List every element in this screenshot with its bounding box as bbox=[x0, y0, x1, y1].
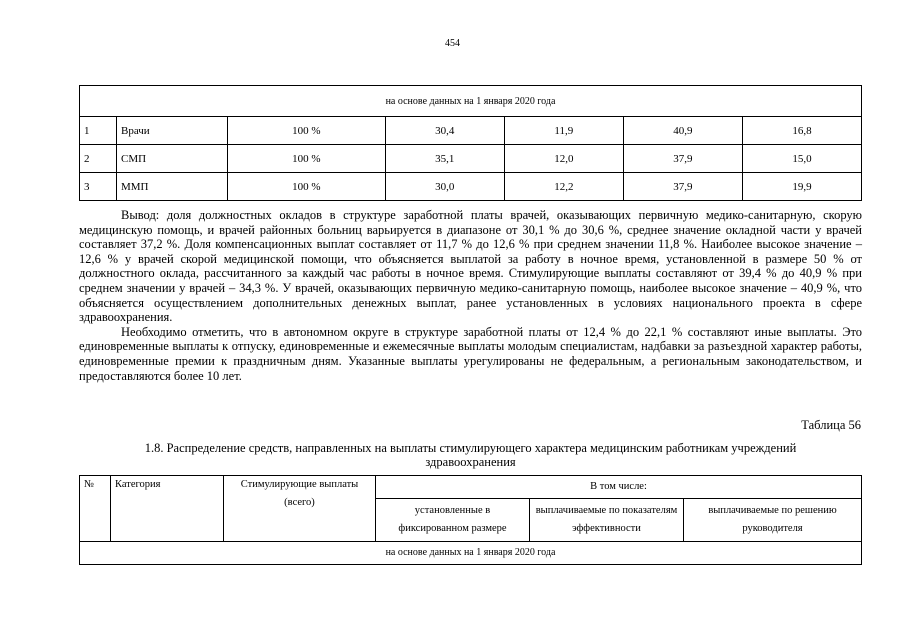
header-category: Категория bbox=[111, 476, 224, 542]
row-category: СМП bbox=[117, 145, 228, 173]
header-total: Стимулирующие выплаты (всего) bbox=[224, 476, 376, 542]
cell-incentive: 37,9 bbox=[623, 145, 742, 173]
cell-other: 15,0 bbox=[742, 145, 861, 173]
table-header-row bbox=[80, 86, 862, 117]
header-performance: выплачиваемые по показателям эффективности bbox=[530, 499, 684, 542]
page-number: 454 bbox=[445, 38, 460, 49]
body-text bbox=[79, 208, 862, 383]
cell-incentive: 37,9 bbox=[623, 173, 742, 201]
paragraph-conclusion: Вывод: доля должностных окладов в структуре заработной платы врачей, оказывающих первичную медико-санитарную, скорую медицинскую помощь, и врачей районных больниц варьируется в диапазоне от 30,1 % до 30,6 %, среднее значение окладной части у врачей составляет 37,2 %. Доля компенсационных выплат составляет от 11,7 % до 12,6 % при среднем значении 11,8 %. Наиболее высокое значение – 12,6 % у врачей скорой медицинской помощи, что объясняется выплатой за работу в ночное время, установленной в размере 50 % от должностного оклада, рассчитанного за каждый час работы в ночное время. Стимулирующие выплаты составляют от 39,4 % до 40,9 % при среднем значении у врачей – 34,3 %. У врачей, оказывающих первичную медико-санитарную помощь, наиболее высокое значение – 40,9 %, что объясняется осуществлением дополнительных денежных выплат, ранее установленных в условиях национального проекта в сфере здравоохранения. bbox=[79, 208, 862, 325]
section-title bbox=[79, 441, 862, 469]
section-title-line: здравоохранения bbox=[425, 455, 516, 469]
header-including: В том числе: bbox=[376, 476, 862, 499]
row-category: Врачи bbox=[117, 117, 228, 145]
table-header-row bbox=[80, 476, 862, 499]
cell-salary: 35,1 bbox=[385, 145, 504, 173]
cell-compensation: 12,0 bbox=[504, 145, 623, 173]
cell-compensation: 11,9 bbox=[504, 117, 623, 145]
paragraph-other-payments: Необходимо отметить, что в автономном округе в структуре заработной платы от 12,4 % до 22,1 % составляют иные выплаты. Это единовременные выплаты к отпуску, единовременные и ежемесячные выплаты молодым специалистам, надбавки за разъездной характер работы, единовременные премии к праздничным дням. Указанные выплаты урегулированы не федеральным, а региональным законодательством, и предоставляются более 10 лет. bbox=[79, 324, 862, 383]
header-manager: выплачиваемые по решению руководителя bbox=[684, 499, 862, 542]
table-row bbox=[80, 173, 862, 201]
table-row bbox=[80, 145, 862, 173]
row-index: 1 bbox=[80, 117, 117, 145]
section-title-line: 1.8. Распределение средств, направленных на выплаты стимулирующего характера медицинским работникам учреждений bbox=[144, 441, 797, 455]
cell-other: 16,8 bbox=[742, 117, 861, 145]
table-number-label: Таблица 56 bbox=[801, 418, 861, 432]
cell-salary: 30,0 bbox=[385, 173, 504, 201]
cell-other: 19,9 bbox=[742, 173, 861, 201]
row-index: 3 bbox=[80, 173, 117, 201]
cell-salary: 30,4 bbox=[385, 117, 504, 145]
cell-total: 100 % bbox=[228, 145, 386, 173]
row-index: 2 bbox=[80, 145, 117, 173]
row-category: ММП bbox=[117, 173, 228, 201]
cell-incentive: 40,9 bbox=[623, 117, 742, 145]
table-footer-row bbox=[80, 542, 862, 565]
header-fixed: установленные в фиксированном размере bbox=[376, 499, 530, 542]
table-caption: на основе данных на 1 января 2020 года bbox=[80, 542, 862, 565]
cell-total: 100 % bbox=[228, 173, 386, 201]
cell-compensation: 12,2 bbox=[504, 173, 623, 201]
cell-total: 100 % bbox=[228, 117, 386, 145]
table-caption: на основе данных на 1 января 2020 года bbox=[80, 86, 862, 117]
distribution-table bbox=[79, 85, 862, 201]
header-number: № bbox=[80, 476, 111, 542]
table-row bbox=[80, 117, 862, 145]
incentive-table bbox=[79, 475, 862, 565]
